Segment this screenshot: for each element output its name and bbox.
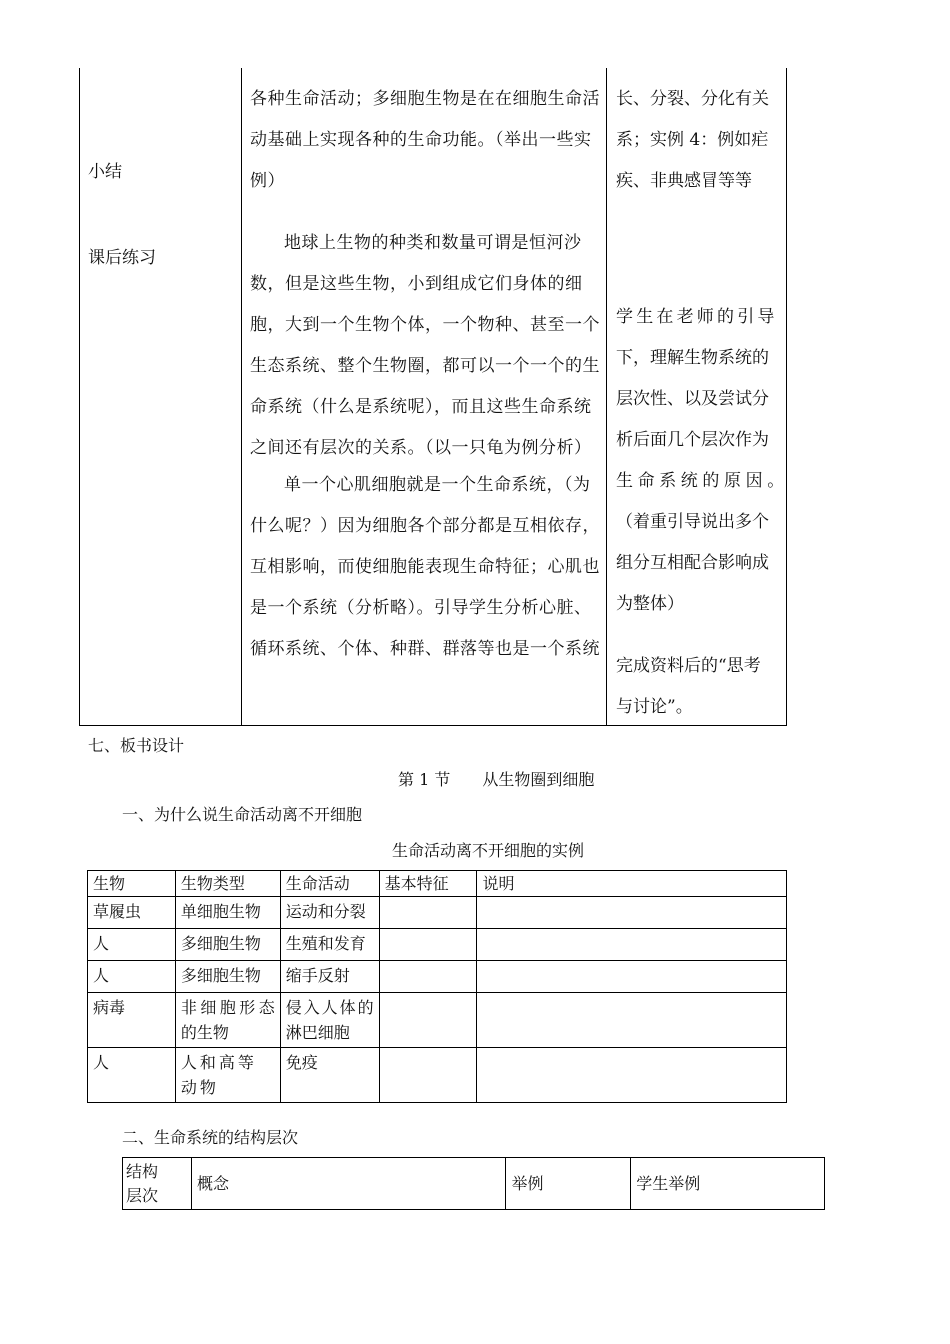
column-divider xyxy=(606,68,607,725)
table-row xyxy=(88,1048,787,1103)
table-cell: 非细胞形态的生物 xyxy=(175,993,280,1048)
right-text-line: 完成资料后的“思考 xyxy=(616,656,761,676)
cell-life-examples-table xyxy=(87,870,787,1103)
table-cell: 运动和分裂 xyxy=(280,897,379,929)
table-cell: 单细胞生物 xyxy=(175,897,280,929)
summary-label: 小结 xyxy=(88,162,122,182)
table-cell xyxy=(379,961,477,993)
table-cell: 生殖和发育 xyxy=(280,929,379,961)
middle-text-line: 循环系统、个体、种群、群落等也是一个系统 xyxy=(250,639,600,659)
table-cell: 人 xyxy=(88,929,176,961)
right-text-line: 与讨论”。 xyxy=(616,697,693,717)
header-cell: 概念 xyxy=(191,1158,505,1210)
table1-caption: 生命活动离不开细胞的实例 xyxy=(392,841,585,860)
middle-text-line: 例） xyxy=(250,171,285,191)
right-text-line: 为整体） xyxy=(616,594,684,614)
table-header-row xyxy=(88,871,787,897)
right-text-line: 下，理解生物系统的 xyxy=(616,348,769,368)
table-cell xyxy=(477,897,787,929)
table-cell: 缩手反射 xyxy=(280,961,379,993)
middle-text-line: 之间还有层次的关系。（以一只龟为例分析） xyxy=(250,438,592,458)
middle-text-line: 是一个系统（分析略）。引导学生分析心脏、 xyxy=(250,598,592,618)
table-row xyxy=(88,993,787,1048)
part1-heading: 一、为什么说生命活动离不开细胞 xyxy=(122,805,363,824)
middle-text-line: 单一个心肌细胞就是一个生命系统，（为 xyxy=(284,475,591,495)
table-row xyxy=(88,897,787,929)
header-cell: 举例 xyxy=(506,1158,631,1210)
right-text-line: 疾、非典感冒等等 xyxy=(616,171,752,191)
header-cell: 生物类型 xyxy=(175,871,280,897)
right-text-line: 长、分裂、分化有关 xyxy=(616,89,769,109)
table-cell xyxy=(477,929,787,961)
header-cell: 说明 xyxy=(477,871,787,897)
middle-text-line: 命系统（什么是系统呢），而且这些生命系统 xyxy=(250,397,592,417)
column-divider xyxy=(241,68,242,725)
header-cell: 生物 xyxy=(88,871,176,897)
section-title: 七、板书设计 xyxy=(88,736,185,755)
table-row xyxy=(88,961,787,993)
header-cell: 学生举例 xyxy=(631,1158,825,1210)
table-cell xyxy=(477,1048,787,1103)
right-text-line: 学生在老师的引导 xyxy=(616,307,778,327)
table-cell: 草履虫 xyxy=(88,897,176,929)
table-cell xyxy=(379,929,477,961)
table-cell: 多细胞生物 xyxy=(175,929,280,961)
part2-heading: 二、生命系统的结构层次 xyxy=(122,1128,299,1147)
middle-text-line: 各种生命活动；多细胞生物是在在细胞生命活 xyxy=(250,89,600,109)
table-cell xyxy=(477,993,787,1048)
table-cell: 侵入人体的淋巴细胞 xyxy=(280,993,379,1048)
right-text-line: 系；实例 4：例如疟 xyxy=(616,130,769,150)
table-cell: 人 xyxy=(88,1048,176,1103)
middle-text-line: 地球上生物的种类和数量可谓是恒河沙 xyxy=(284,233,582,253)
middle-text-line: 互相影响，而使细胞能表现生命特征；心肌也 xyxy=(250,557,600,577)
middle-text-line: 生态系统、整个生物圈，都可以一个一个的生 xyxy=(250,356,600,376)
header-cell: 基本特征 xyxy=(379,871,477,897)
middle-text-line: 数，但是这些生物，小到组成它们身体的细 xyxy=(250,274,583,294)
table-cell: 人和高等动物 xyxy=(175,1048,280,1103)
table-cell xyxy=(379,1048,477,1103)
middle-text-line: 胞，大到一个生物个体，一个物种、甚至一个 xyxy=(250,315,600,335)
lesson-title: 第 1 节 从生物圈到细胞 xyxy=(398,770,595,789)
middle-text-line: 动基础上实现各种的生命功能。（举出一些实 xyxy=(250,130,592,150)
header-cell: 结构层次 xyxy=(123,1158,192,1210)
table-cell: 多细胞生物 xyxy=(175,961,280,993)
homework-label: 课后练习 xyxy=(88,248,156,268)
middle-text-line: 什么呢？）因为细胞各个部分都是互相依存， xyxy=(250,516,600,536)
header-cell: 生命活动 xyxy=(280,871,379,897)
table-cell: 免疫 xyxy=(280,1048,379,1103)
structure-levels-table xyxy=(122,1157,825,1210)
table-header-row xyxy=(123,1158,825,1210)
table-cell: 人 xyxy=(88,961,176,993)
right-text-line: （着重引导说出多个 xyxy=(616,512,769,532)
table-cell xyxy=(379,993,477,1048)
right-text-line: 层次性、以及尝试分 xyxy=(616,389,769,409)
table-cell xyxy=(477,961,787,993)
right-text-line: 生命系统的原因。 xyxy=(616,471,789,491)
table-cell xyxy=(379,897,477,929)
right-text-line: 析后面几个层次作为 xyxy=(616,430,769,450)
table-cell: 病毒 xyxy=(88,993,176,1048)
right-text-line: 组分互相配合影响成 xyxy=(616,553,769,573)
table-row xyxy=(88,929,787,961)
